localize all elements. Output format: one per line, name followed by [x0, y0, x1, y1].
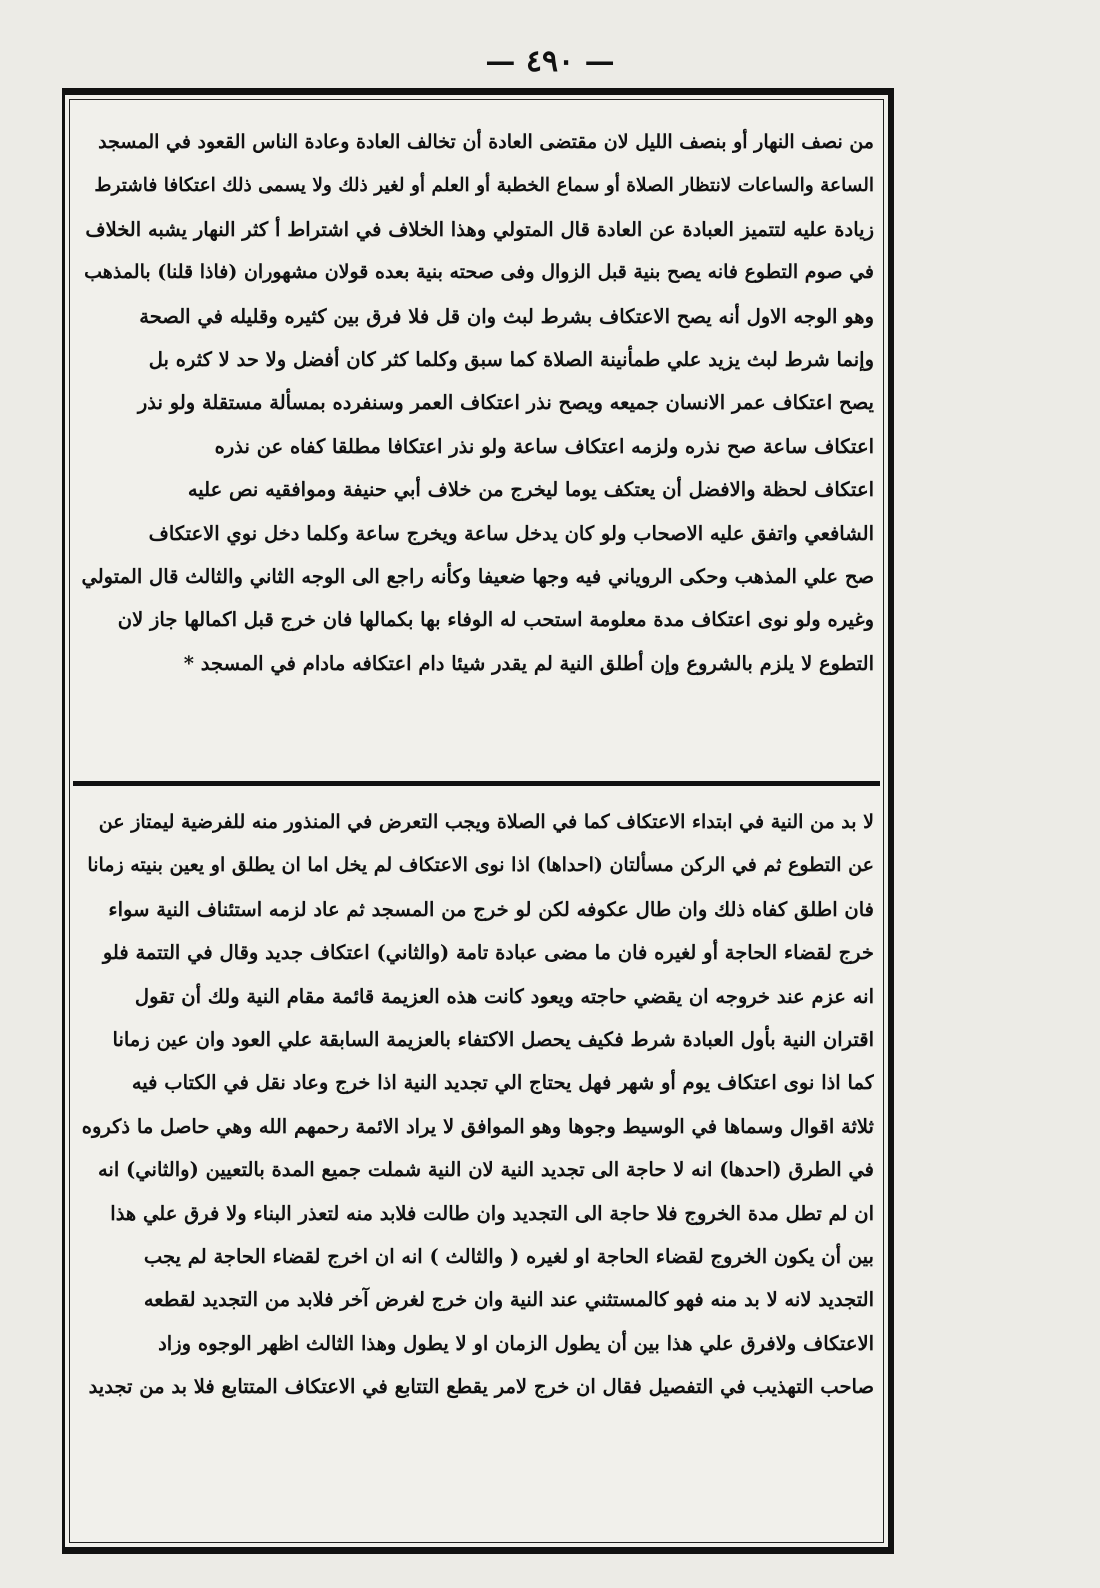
text-line: لا بد من النية في ابتداء الاعتكاف كما في الصلاة ويجب التعرض في المنذور منه للفرضية ليمتاز عن	[98, 811, 874, 833]
text-line: اعتكاف ساعة صح نذره ولزمه اعتكاف ساعة ولو نذر اعتكافا مطلقا كفاه عن نذره	[214, 434, 874, 458]
text-line: كما اذا نوى اعتكاف يوم أو شهر فهل يحتاج الي تجديد النية اذا خرج وعاد نقل في الكتاب فيه	[131, 1071, 874, 1095]
text-line: الساعة والساعات لانتظار الصلاة أو سماع الخطبة أو العلم أو لغير ذلك ولا يسمى ذلك اعتكافا فاشترط	[94, 175, 874, 197]
text-line: وهو الوجه الاول أنه يصح الاعتكاف بشرط لبث وان قل فلا فرق بين كثيره وقليله في الصحة	[139, 304, 874, 328]
text-line: الاعتكاف ولافرق علي هذا بين أن يطول الزمان او لا يطول وهذا الثالث اظهر الوجوه وزاد	[158, 1331, 874, 1355]
text-line: صاحب التهذيب في التفصيل فقال ان خرج لامر يقطع التتابع في الاعتكاف المتتابع فلا بد من تجديد	[88, 1375, 874, 1399]
text-line: ان لم تطل مدة الخروج فلا حاجة الى التجديد وان طالت فلابد منه لتعذر البناء ولا فرق علي هذا	[110, 1201, 874, 1225]
page-frame	[62, 88, 894, 1554]
text-line: زيادة عليه لتتميز العبادة عن العادة قال المتولي وهذا الخلاف في اشتراط أ كثر النهار يشبه الخلاف	[85, 217, 874, 241]
text-line: فان اطلق كفاه ذلك وان طال عكوفه لكن لو خرج من المسجد ثم عاد لزمه استئناف النية سواء	[108, 897, 874, 921]
text-line: من نصف النهار أو بنصف الليل لان مقتضى العادة أن تخالف العادة وعادة الناس القعود في المسجد	[98, 131, 874, 153]
text-line: التطوع لا يلزم بالشروع وإن أطلق النية لم يقدر شيئا دام اعتكافه مادام في المسجد *	[183, 651, 874, 675]
text-line: بين أن يكون الخروج لقضاء الحاجة او لغيره ( والثالث ) انه ان اخرج لقضاء الحاجة لم يجب	[143, 1245, 874, 1269]
text-line: وإنما شرط لبث يزيد علي طمأنينة الصلاة كما سبق وكلما كثر كان أفضل ولا حد لا كثره بل	[148, 348, 874, 372]
text-line: في صوم التطوع فانه يصح بنية قبل الزوال وفى صحته بنية بعده قولان مشهوران (فاذا قلنا) بالمذهب	[84, 261, 874, 284]
text-line: وغيره ولو نوى اعتكاف مدة معلومة استحب له الوفاء بها بكمالها فان خرج قبل اكمالها جاز لان	[117, 608, 874, 632]
text-line: انه عزم عند خروجه ان يقضي حاجته ويعود كانت هذه العزيمة قائمة مقام النية ولك أن تقول	[134, 984, 874, 1008]
top-text-block	[79, 121, 874, 771]
text-line: يصح اعتكاف عمر الانسان جميعه ويصح نذر اعتكاف العمر وسنفرده بمسألة مستقلة ولو نذر	[137, 391, 874, 415]
text-line: في الطرق (احدها) انه لا حاجة الى تجديد النية لان النية شملت جميع المدة بالتعيين (والثاني) انه	[97, 1158, 874, 1182]
text-line: الشافعي واتفق عليه الاصحاب ولو كان يدخل ساعة ويخرج ساعة وكلما دخل نوي الاعتكاف	[148, 521, 874, 545]
text-line: اقتران النية بأول العبادة شرط فكيف يحصل الاكتفاء بالعزيمة السابقة علي العود وان عين زمانا	[112, 1028, 874, 1052]
text-line: صح علي المذهب وحكى الروياني فيه وجها ضعيفا وكأنه راجع الى الوجه الثاني والثالث قال المتولي	[81, 565, 874, 589]
text-line: ثلاثة اقوال وسماها في الوسيط وجوها وهو الموافق لا يراد الائمة رحمهم الله وهي حاصل ما ذكروه	[81, 1114, 874, 1138]
bottom-text-block	[79, 801, 874, 1541]
text-line: التجديد لانه لا بد منه فهو كالمستثني عند النية وان خرج لغرض آخر فلابد من التجديد لقطعه	[143, 1288, 874, 1312]
text-line: اعتكاف لحظة والافضل أن يعتكف يوما ليخرج من خلاف أبي حنيفة وموافقيه نص عليه	[187, 478, 874, 502]
text-line: خرج لقضاء الحاجة أو لغيره فان ما مضى عبادة تامة (والثاني) اعتكاف جديد وقال في التتمة فلو	[102, 941, 874, 965]
section-divider	[73, 781, 880, 786]
page-number: — ٤٩٠ —	[485, 44, 615, 79]
text-line: عن التطوع ثم في الركن مسألتان (احداها) اذا نوى الاعتكاف لم يخل اما ان يطلق او يعين بنيته زمانا	[87, 854, 874, 877]
